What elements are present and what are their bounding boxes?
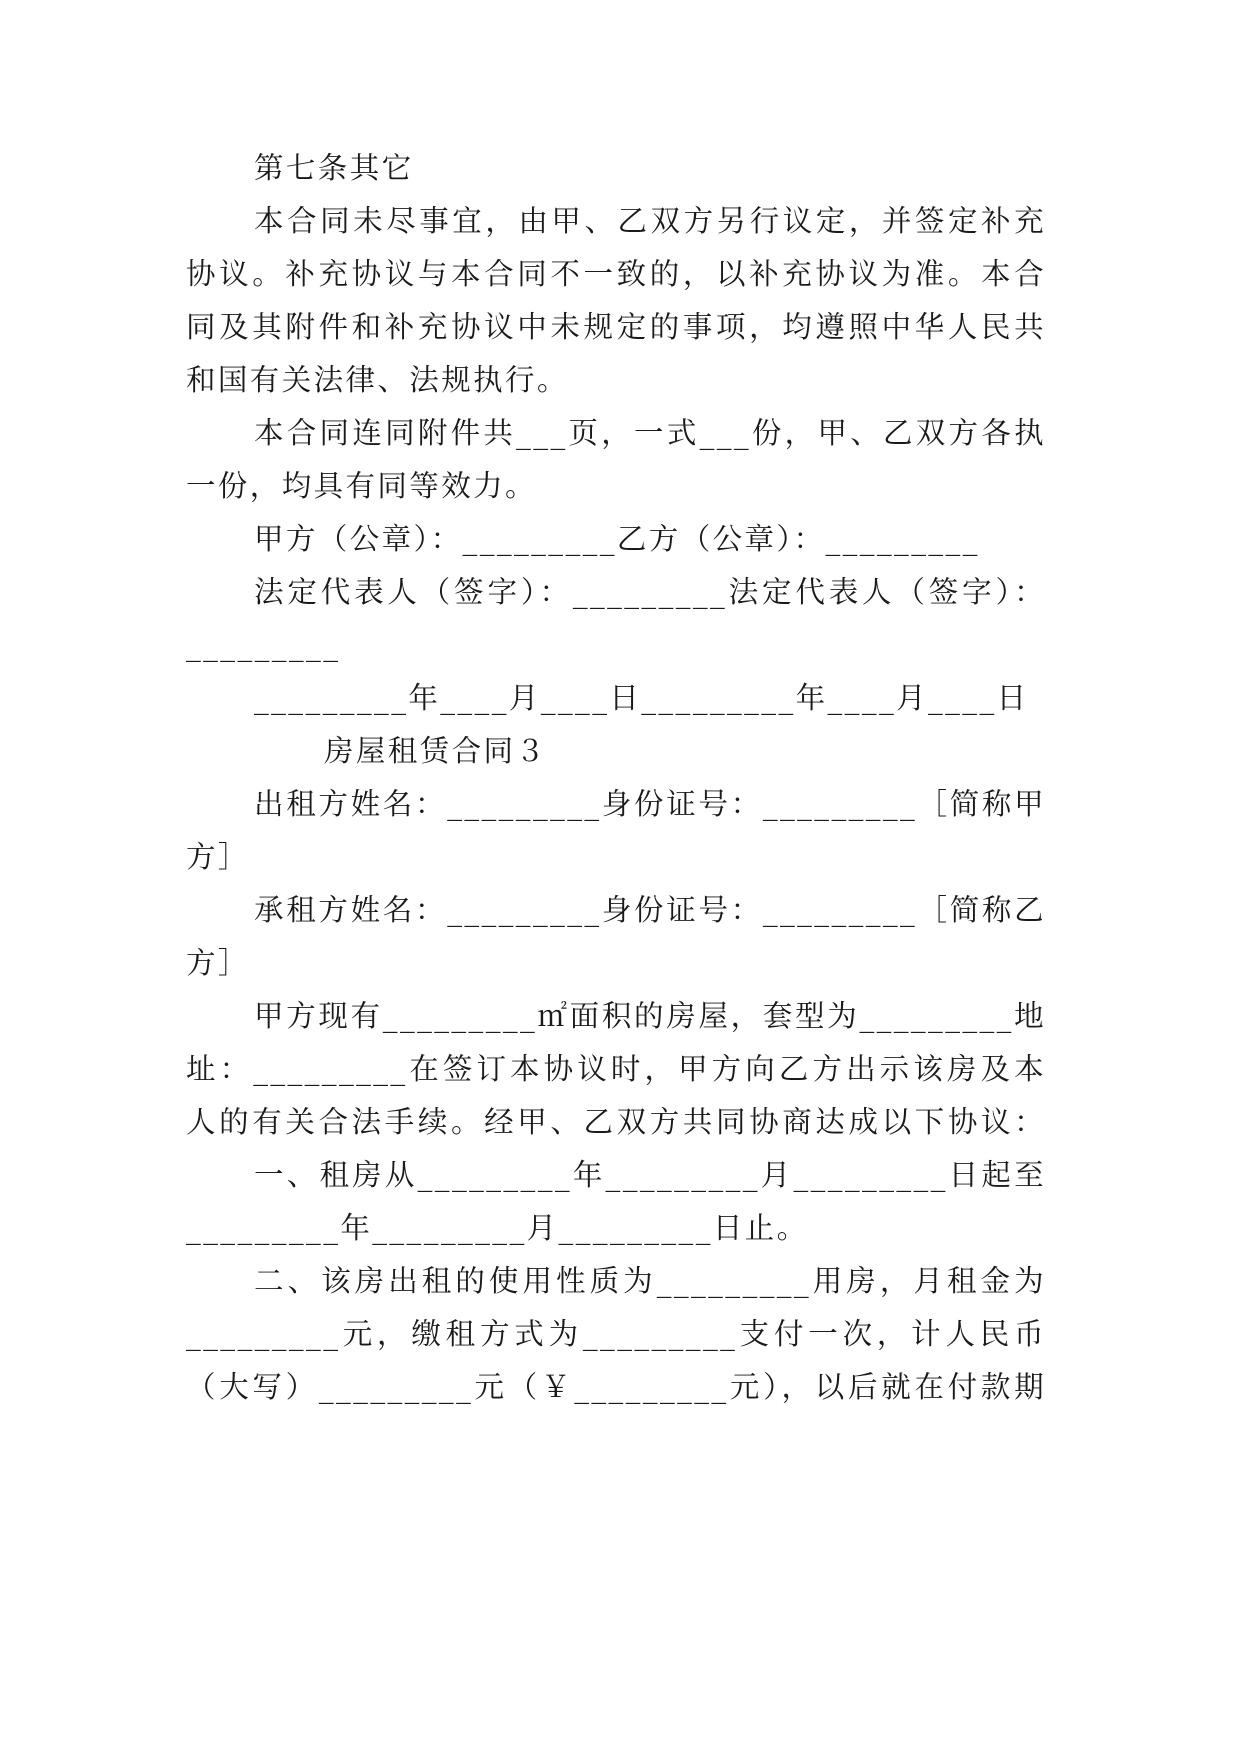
paragraph-line: 本合同连同附件共___页，一式___份，甲、乙双方各执 xyxy=(254,416,1046,450)
date-line: _________年____月____日_________年____月____日 xyxy=(254,681,1029,715)
paragraph-line: 一份，均具有同等效力。 xyxy=(186,469,537,503)
lessee-line: 承租方姓名：_________身份证号：_________［简称乙 xyxy=(254,893,1046,927)
paragraph-line: 同及其附件和补充协议中未规定的事项，均遵照中华人民共 xyxy=(186,310,1046,344)
paragraph-line: 和国有关法律、法规执行。 xyxy=(186,363,569,397)
party-seal-line: 甲方（公章）：_________乙方（公章）：_________ xyxy=(254,522,980,556)
paragraph-line: _________元，缴租方式为_________支付一次，计人民币 xyxy=(186,1317,1046,1351)
contract-title: 房屋租赁合同３ xyxy=(324,734,548,768)
paragraph-line: 本合同未尽事宜，由甲、乙双方另行议定，并签定补充 xyxy=(254,204,1046,238)
paragraph-line: 方］ xyxy=(186,840,250,874)
representative-signature-line: 法定代表人（签字）：_________法定代表人（签字）： xyxy=(254,575,1046,609)
article-7-heading: 第七条其它 xyxy=(254,151,414,185)
lessor-line: 出租方姓名：_________身份证号：_________［简称甲 xyxy=(254,787,1046,821)
paragraph-line: 协议。补充协议与本合同不一致的，以补充协议为准。本合 xyxy=(186,257,1046,291)
usage-rent-line: 二、该房出租的使用性质为_________用房，月租金为 xyxy=(254,1264,1046,1298)
paragraph-line: 方］ xyxy=(186,946,250,980)
paragraph-line: 人的有关合法手续。经甲、乙双方共同协商达成以下协议： xyxy=(186,1105,1046,1139)
paragraph-line: （大写）_________元（￥_________元），以后就在付款期 xyxy=(186,1370,1046,1404)
paragraph-line: _________年_________月_________日止。 xyxy=(186,1211,809,1245)
term-line: 一、租房从_________年_________月_________日起至 xyxy=(254,1158,1046,1192)
signature-blank: _________ xyxy=(186,628,341,662)
property-line: 甲方现有_________㎡面积的房屋，套型为_________地 xyxy=(254,999,1046,1033)
paragraph-line: 址：_________在签订本协议时，甲方向乙方出示该房及本 xyxy=(186,1052,1046,1086)
